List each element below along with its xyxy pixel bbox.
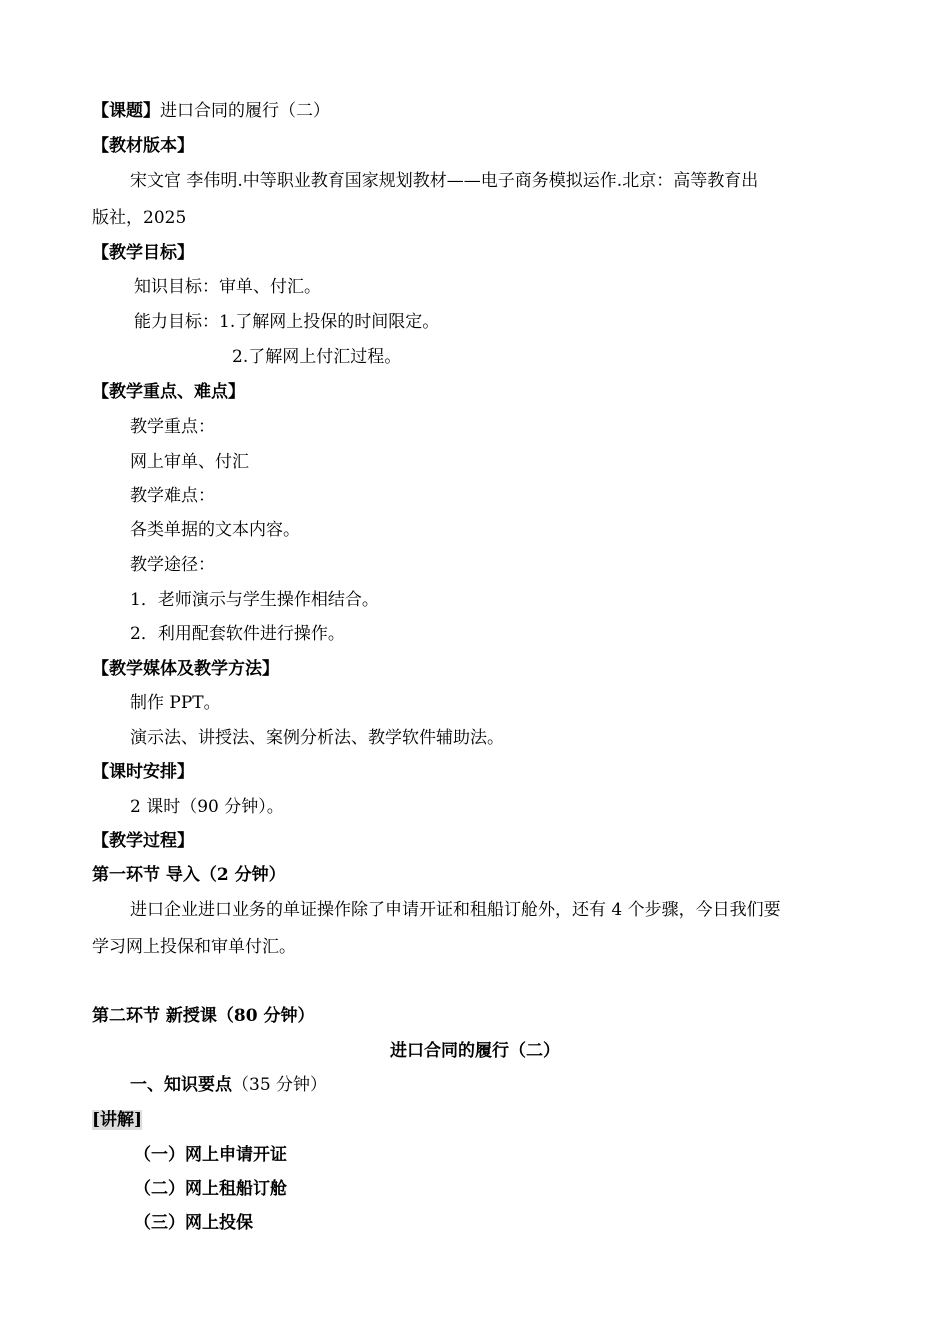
ability-goal-2: 2.了解网上付汇过程。 [232, 347, 402, 367]
lecture-tag-text: [讲解] [92, 1110, 143, 1130]
item-3: （三）网上投保 [134, 1213, 253, 1233]
item-1: （一）网上申请开证 [134, 1145, 287, 1165]
media-line-1: 制作 PPT。 [130, 693, 221, 713]
section-1-title: 第一环节 导入（2 分钟） [92, 865, 286, 885]
knowledge-points-line [130, 1074, 327, 1096]
keypoints-heading: 【教学重点、难点】 [92, 382, 245, 402]
approach-label: 教学途径： [130, 555, 215, 575]
textbook-line-1: 宋文官 李伟明.中等职业教育国家规划教材——电子商务模拟运作.北京：高等教育出 [130, 171, 759, 191]
knowledge-goal: 知识目标：审单、付汇。 [134, 277, 321, 297]
lesson-center-title: 进口合同的履行（二） [390, 1041, 560, 1061]
topic-value: 进口合同的履行（二） [160, 101, 330, 121]
topic-line [92, 100, 330, 122]
focus-text: 网上审单、付汇 [130, 452, 249, 472]
process-heading: 【教学过程】 [92, 831, 194, 851]
knowledge-points-title: 一、知识要点 [130, 1075, 232, 1095]
media-heading: 【教学媒体及教学方法】 [92, 659, 279, 679]
knowledge-points-time: （35 分钟） [232, 1075, 328, 1095]
textbook-line-2: 版社，2025 [92, 208, 187, 228]
approach-2: 2．利用配套软件进行操作。 [130, 624, 345, 644]
difficulty-text: 各类单据的文本内容。 [130, 520, 300, 540]
difficulty-label: 教学难点： [130, 486, 215, 506]
textbook-heading: 【教材版本】 [92, 136, 194, 156]
ability-goal: 能力目标：1.了解网上投保的时间限定。 [134, 312, 440, 332]
approach-1: 1．老师演示与学生操作相结合。 [130, 590, 379, 610]
section-1-text-2: 学习网上投保和审单付汇。 [92, 937, 296, 957]
topic-label: 【课题】 [92, 101, 160, 121]
focus-label: 教学重点： [130, 417, 215, 437]
section-2-title: 第二环节 新授课（80 分钟） [92, 1006, 315, 1026]
section-1-text-1: 进口企业进口业务的单证操作除了申请开证和租船订舱外，还有 4 个步骤，今日我们要 [130, 900, 781, 920]
goals-heading: 【教学目标】 [92, 243, 194, 263]
schedule-heading: 【课时安排】 [92, 762, 194, 782]
schedule-line: 2 课时（90 分钟）。 [130, 797, 284, 817]
lecture-tag [92, 1109, 142, 1131]
media-line-2: 演示法、讲授法、案例分析法、教学软件辅助法。 [130, 728, 504, 748]
item-2: （二）网上租船订舱 [134, 1179, 287, 1199]
